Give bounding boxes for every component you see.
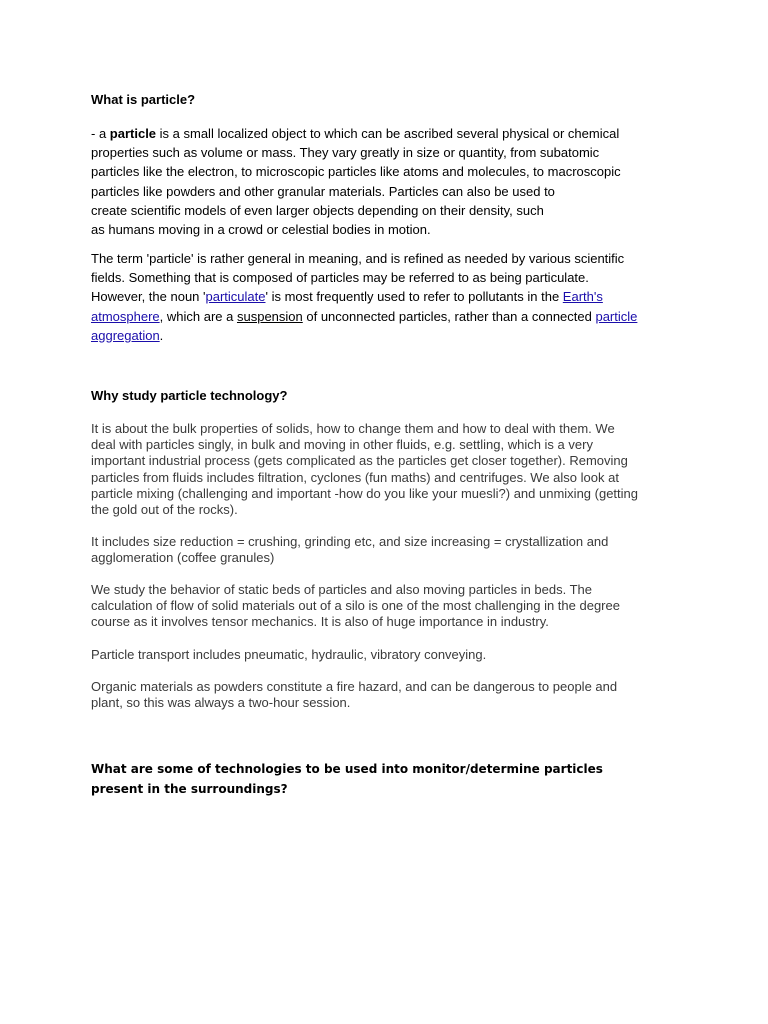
text-line: plant, so this was always a two-hour session. (91, 695, 351, 711)
text-line: It includes size reduction = crushing, grinding etc, and size increasing = crystallization and (91, 534, 609, 549)
text-line: It is about the bulk properties of solids, how to change them and how to deal with them. We (91, 421, 615, 436)
link-particle-aggregation[interactable]: particle (595, 308, 638, 324)
link-earths-atmosphere-cont[interactable]: atmosphere (91, 308, 160, 324)
text-run: is a small localized object to which can be ascribed several physical or chemical (156, 126, 620, 141)
text-line: calculation of flow of solid materials out of a silo is one of the most challenging in the degree (91, 598, 620, 614)
text-line: deal with particles singly, in bulk and moving in other fluids, e.g. settling, which is a very (91, 437, 593, 453)
paragraph-bulk-properties (91, 421, 691, 518)
text-line: course as it involves tensor mechanics. It is also of huge importance in industry. (91, 614, 549, 630)
text-run: of unconnected particles, rather than a connected (302, 308, 596, 324)
text-line: particles like powders and other granular materials. Particles can also be used to (91, 183, 555, 199)
text-line: fields. Something that is composed of particles may be referred to as being particulate. (91, 270, 589, 286)
underlined-suspension: suspension (236, 308, 303, 324)
text-line: particles from fluids includes filtration, cyclones (fun maths) and centrifuges. We also look at (91, 469, 619, 485)
text-run: ' is most frequently used to refer to pollutants in the (265, 289, 563, 305)
text-line: important industrial process (gets complicated as the particles get closer together). Removing (91, 453, 628, 469)
text-line: We study the behavior of static beds of particles and also moving particles in beds. The (91, 582, 593, 597)
text-line (91, 307, 691, 326)
text-run: , which are a (159, 308, 237, 324)
text-line: properties such as volume or mass. They vary greatly in size or quantity, from subatomic (91, 145, 600, 161)
text-run: However, the noun ' (91, 289, 206, 305)
text-run: - a (91, 126, 110, 141)
text-line: as humans moving in a crowd or celestial bodies in motion. (91, 222, 431, 238)
paragraph-organic-materials (91, 679, 691, 711)
link-earths-atmosphere[interactable]: Earth's (562, 289, 603, 305)
text-run: . (159, 327, 164, 343)
paragraph-static-beds (91, 582, 691, 631)
link-particle-aggregation-cont[interactable]: aggregation (91, 327, 160, 343)
text-line: Particle transport includes pneumatic, hydraulic, vibratory conveying. (91, 647, 487, 662)
paragraph-particle-transport (91, 647, 691, 663)
paragraph-term-particle (91, 249, 691, 345)
text-line (91, 326, 691, 345)
paragraph-size-reduction (91, 534, 691, 566)
text-line: particle mixing (challenging and important -how do you like your muesli?) and unmixing (getting (91, 485, 639, 501)
bold-term: particle (109, 126, 157, 141)
text-line: particles like the electron, to microscopic particles like atoms and molecules, to macroscopic (91, 164, 621, 180)
text-line: The term 'particle' is rather general in meaning, and is refined as needed by various scientific (91, 251, 625, 266)
link-particulate[interactable]: particulate (205, 289, 266, 305)
text-line (91, 287, 691, 306)
heading-why-study-particle-technology: Why study particle technology? (91, 388, 288, 403)
text-line: Organic materials as powders constitute a fire hazard, and can be dangerous to people and (91, 679, 618, 694)
paragraph-particle-definition (91, 124, 691, 239)
heading-what-is-particle: What is particle? (91, 92, 196, 107)
text-line: agglomeration (coffee granules) (91, 550, 275, 566)
text-line: create scientific models of even larger objects depending on their density, such (91, 202, 544, 218)
text-line (91, 124, 691, 143)
text-line: the gold out of the rocks). (91, 502, 238, 518)
heading-technologies-question: What are some of technologies to be used into monitor/determine particles present in the surroundings? (91, 762, 603, 796)
